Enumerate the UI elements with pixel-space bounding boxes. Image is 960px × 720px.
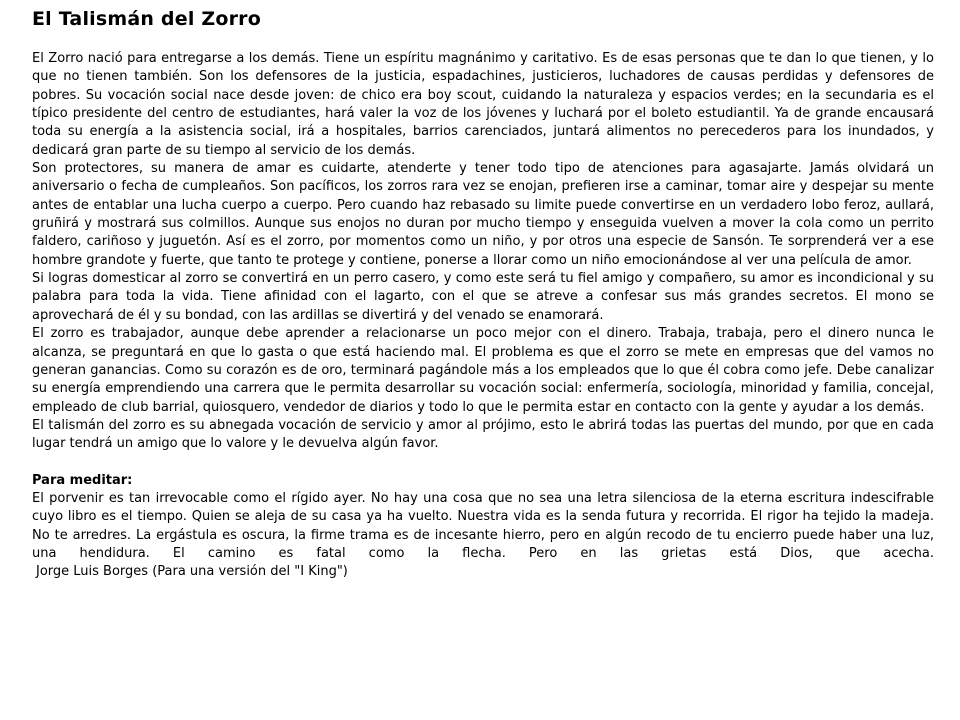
- paragraph-protectors: Son protectores, su manera de amar es cuidarte, atenderte y tener todo tipo de atenciones para agasajarte. Jamás olvidará un aniversario o fecha de cumpleaños. Son pacíficos, los zorros rara vez se enojan, prefieren irse a caminar, tomar aire y despejar su mente antes de entablar una lucha cuerpo a cuerpo. Pero cuando haz rebasado su limite puede convertirse en un verdadero lobo feroz, aullará, gruñirá y mostrará sus colmillos. Aunque sus enojos no duran por mucho tiempo y enseguida vuelven a mover la cola como un perrito faldero, cariñoso y juguetón. Así es el zorro, por momentos como un niño, y por otros una especie de Sansón. Te sorprenderá ver a ese hombre grandote y fuerte, que tanto te protege y contiene, ponerse a llorar como un niño emocionándose al ver una película de amor.: [32, 161, 934, 268]
- paragraph-domestication: Si logras domesticar al zorro se convertirá en un perro casero, y como este será tu fiel amigo y compañero, su amor es incondicional y su palabra para toda la vida. Tiene afinidad con el lagarto, con el que se atreve a confesar sus más grandes secretos. El mono se aprovechará de él y su bondad, con las ardillas se divertirá y del venado se enamorará.: [32, 271, 934, 323]
- paragraph-vocation: El Zorro nació para entregarse a los demás. Tiene un espíritu magnánimo y caritativo. Es de esas personas que te dan lo que tienen, y lo que no tienen también. Son los defensores de la justicia, espadachines, justicieros, luchadores de causas perdidas y defensores de pobres. Su vocación social nace desde joven: de chico era boy scout, cuidando la naturaleza y espacios verdes; en la secundaria es el típico presidente del centro de estudiantes, hará valer la voz de los jóvenes y luchará por el boleto estudiantil. Ya de grande encausará toda su energía a la asistencia social, irá a hospitales, barrios carenciados, juntará alimentos no perecederos para los inundados, y dedicará gran parte de su tiempo al servicio de los demás.: [32, 51, 934, 158]
- document-title: El Talismán del Zorro: [32, 8, 261, 30]
- paragraph-talisman: El talismán del zorro es su abnegada vocación de servicio y amor al prójimo, esto le abrirá todas las puertas del mundo, por que en cada lugar tendrá un amigo que lo valore y le devuelva algún favor.: [32, 417, 934, 452]
- section-gap: [32, 454, 934, 472]
- document-page: [32, 8, 934, 582]
- document-body: [32, 50, 934, 582]
- paragraph-work: El zorro es trabajador, aunque debe aprender a relacionarse un poco mejor con el dinero. Trabaja, trabaja, pero el dinero nunca le alcanza, se preguntará en que lo gasta o que está haciendo mal. El problema es que el zorro se mete en empresas que del vamos no generan ganancias. Como su corazón es de oro, terminará pagándole más a los empleados que lo que él cobra como jefe. Debe canalizar su energía emprendiendo una carrera que le permita desarrollar su vocación social: enfermería, sociología, minoridad y familia, concejal, empleado de club barrial, quiosquero, vendedor de diarios y todo lo que le permita estar en contacto con la gente y ayudar a los demás.: [32, 326, 934, 415]
- meditation-attribution: Jorge Luis Borges (Para una versión del "I King"): [36, 564, 348, 580]
- meditation-text: El porvenir es tan irrevocable como el rígido ayer. No hay una cosa que no sea una letra silenciosa de la eterna escritura indescifrable cuyo libro es el tiempo. Quien se aleja de su casa ya ha vuelto. Nuestra vida es la senda futura y recorrida. El rigor ha tejido la madeja. No te arredres. La ergástula es oscura, la firme trama es de incesante hierro, pero en algún recodo de tu encierro puede haber una luz, una hendidura. El camino es fatal como la flecha. Pero en las grietas está Dios, que acecha.: [32, 490, 934, 561]
- meditation-heading: Para meditar:: [32, 472, 133, 488]
